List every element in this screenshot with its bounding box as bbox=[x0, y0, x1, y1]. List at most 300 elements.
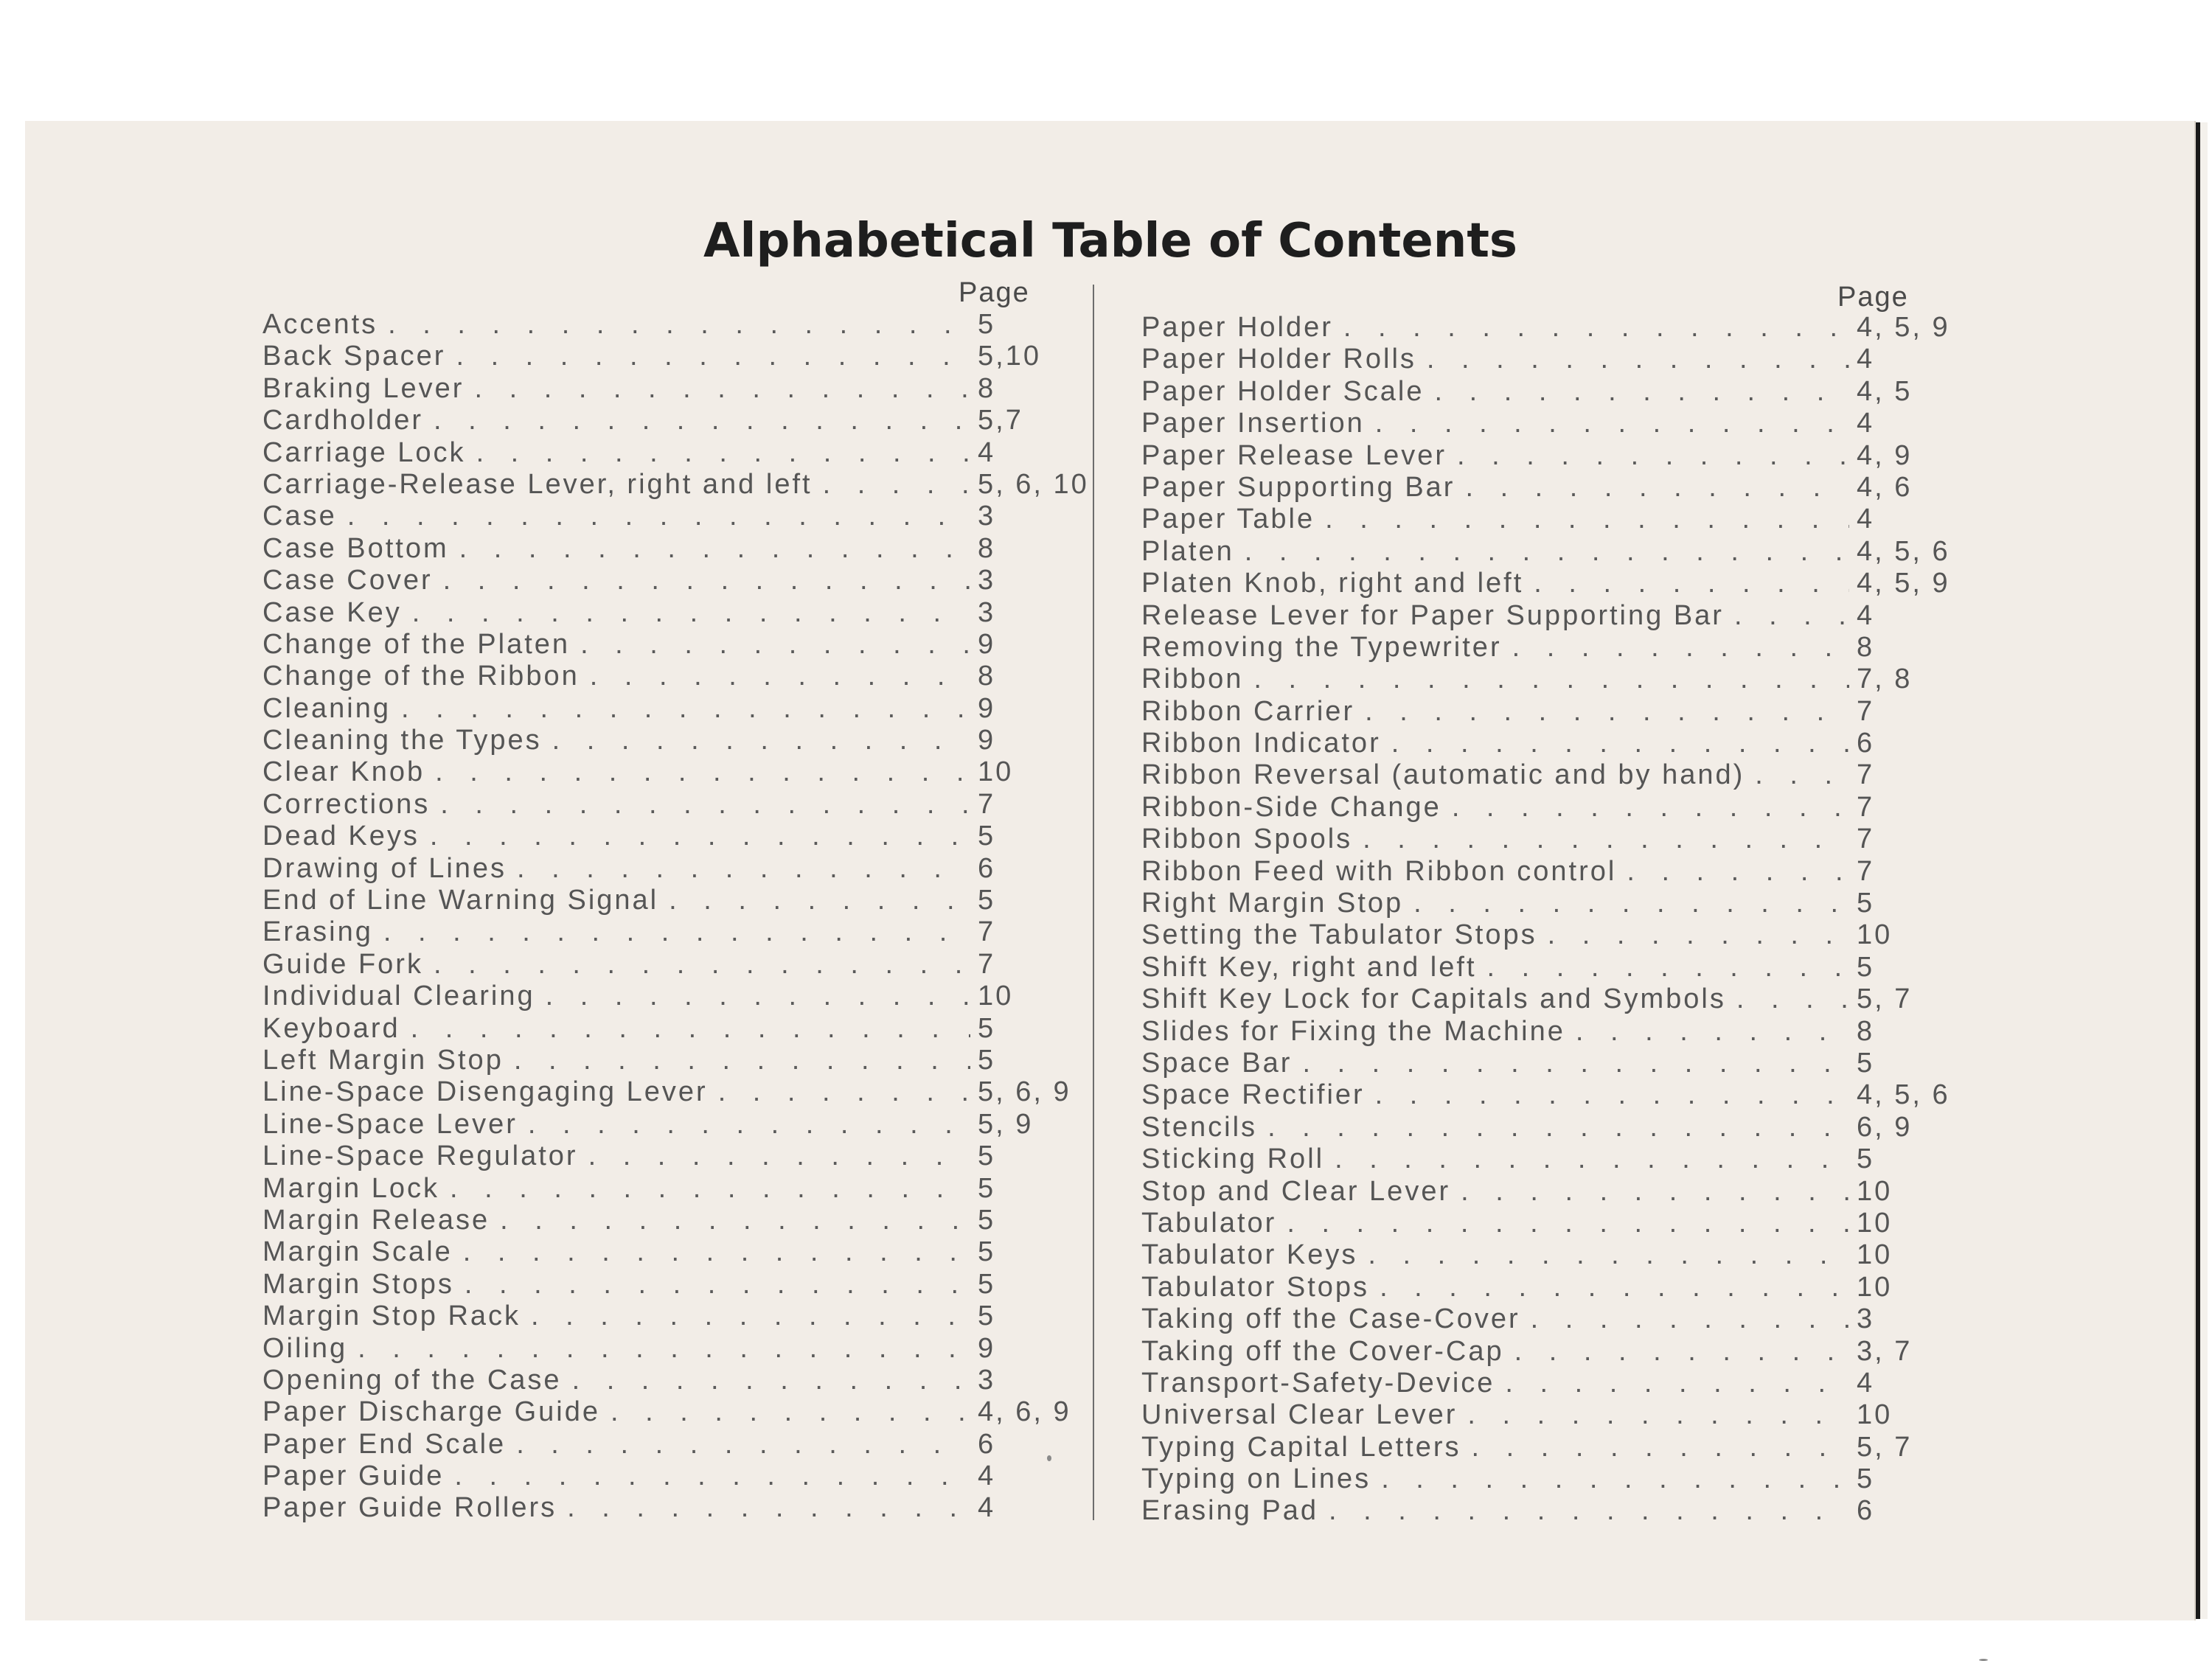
entry-name: Left Margin Stop bbox=[262, 1044, 504, 1076]
entry-name: Release Lever for Paper Supporting Bar bbox=[1141, 599, 1724, 631]
index-entry bbox=[262, 1109, 1088, 1141]
dot-leader bbox=[823, 469, 970, 501]
entry-page-number: 5, 6, 9 bbox=[978, 1076, 1071, 1108]
dot-leader bbox=[474, 373, 970, 405]
dot-leader bbox=[590, 661, 970, 692]
entry-name: Platen Knob, right and left bbox=[1141, 568, 1524, 599]
left-index-column bbox=[262, 309, 1088, 1525]
index-entry bbox=[262, 405, 1088, 436]
entry-page-number: 4, 5, 9 bbox=[1857, 568, 1950, 599]
entry-name: Change of the Platen bbox=[262, 628, 571, 660]
index-entry bbox=[1141, 632, 1967, 664]
index-entry bbox=[1141, 1272, 1967, 1303]
dot-leader bbox=[450, 1173, 970, 1205]
index-entry bbox=[1141, 504, 1967, 535]
entry-page-number: 4 bbox=[978, 1460, 996, 1492]
index-entry bbox=[1141, 983, 1967, 1015]
dot-leader bbox=[1505, 1368, 1849, 1399]
entry-name: Dead Keys bbox=[262, 821, 420, 852]
index-entry bbox=[262, 725, 1088, 756]
dot-leader bbox=[517, 853, 970, 885]
dot-leader bbox=[1548, 919, 1849, 951]
dot-leader bbox=[459, 533, 970, 565]
entry-page-number: 4, 6 bbox=[1857, 471, 1913, 503]
index-entry bbox=[1141, 1399, 1967, 1431]
entry-name: Line-Space Disengaging Lever bbox=[262, 1076, 708, 1108]
index-entry bbox=[1141, 664, 1967, 695]
entry-page-number: 5 bbox=[1857, 951, 1875, 983]
dot-leader bbox=[1325, 504, 1849, 535]
entry-page-number: 4 bbox=[1857, 599, 1875, 631]
entry-name: Tabulator Keys bbox=[1141, 1239, 1358, 1271]
entry-name: Stop and Clear Lever bbox=[1141, 1175, 1451, 1207]
index-entry bbox=[262, 533, 1088, 565]
entry-name: Case Bottom bbox=[262, 532, 449, 564]
index-entry bbox=[262, 821, 1088, 852]
index-entry bbox=[262, 1076, 1088, 1108]
entry-page-number: 4 bbox=[1857, 504, 1875, 535]
entry-page-number: 4 bbox=[978, 436, 996, 468]
index-entry bbox=[1141, 1239, 1967, 1271]
index-entry bbox=[262, 1013, 1088, 1045]
index-entry bbox=[262, 341, 1088, 372]
entry-page-number: 4, 5, 9 bbox=[1857, 312, 1950, 343]
dot-leader bbox=[454, 1460, 970, 1492]
entry-page-number: 4, 9 bbox=[1857, 439, 1913, 471]
index-entry bbox=[262, 756, 1088, 788]
entry-page-number: 5 bbox=[978, 821, 996, 852]
entry-page-number: 4, 6, 9 bbox=[978, 1396, 1071, 1428]
index-entry bbox=[1141, 1303, 1967, 1335]
index-entry bbox=[1141, 408, 1967, 439]
dot-leader bbox=[1734, 600, 1849, 632]
entry-name: Ribbon Carrier bbox=[1141, 695, 1355, 727]
entry-page-number: 4, 5, 6 bbox=[1857, 535, 1950, 567]
index-entry bbox=[262, 1396, 1088, 1428]
entry-name: Paper Guide bbox=[262, 1460, 445, 1492]
index-entry bbox=[262, 373, 1088, 405]
index-entry bbox=[1141, 759, 1967, 791]
entry-name: Back Spacer bbox=[262, 341, 446, 372]
dot-leader bbox=[1365, 696, 1849, 728]
dot-leader bbox=[1380, 1272, 1849, 1303]
entry-name: Margin Release bbox=[262, 1204, 490, 1236]
page-edge-highlight bbox=[2200, 122, 2208, 1619]
entry-name: Sticking Roll bbox=[1141, 1143, 1325, 1175]
entry-page-number: 5 bbox=[978, 1204, 996, 1236]
entry-name: Change of the Ribbon bbox=[262, 661, 580, 692]
entry-page-number: 10 bbox=[1857, 1271, 1893, 1303]
dot-leader bbox=[430, 821, 970, 852]
entry-name: Line-Space Lever bbox=[262, 1108, 518, 1140]
entry-name: Ribbon Spools bbox=[1141, 823, 1353, 855]
entry-name: Space Rectifier bbox=[1141, 1079, 1365, 1111]
dot-leader bbox=[567, 1492, 970, 1524]
entry-name: Drawing of Lines bbox=[262, 852, 507, 884]
entry-name: Paper Guide Rollers bbox=[262, 1492, 557, 1524]
index-entry bbox=[1141, 1432, 1967, 1463]
entry-page-number: 7 bbox=[1857, 855, 1875, 887]
dot-leader bbox=[358, 1333, 970, 1365]
index-entry bbox=[262, 789, 1088, 821]
dot-leader bbox=[1245, 536, 1849, 568]
entry-name: Cardholder bbox=[262, 405, 423, 436]
entry-name: Paper Supporting Bar bbox=[1141, 471, 1455, 503]
entry-page-number: 3, 7 bbox=[1857, 1335, 1913, 1367]
entry-page-number: 5, 9 bbox=[978, 1108, 1034, 1140]
entry-page-number: 5 bbox=[1857, 888, 1875, 919]
dot-leader bbox=[546, 981, 970, 1012]
entry-page-number: 5 bbox=[1857, 1143, 1875, 1175]
entry-name: Guide Fork bbox=[262, 948, 423, 980]
dot-leader bbox=[1576, 1016, 1849, 1048]
entry-page-number: 5 bbox=[978, 1141, 996, 1172]
entry-name: Carriage Lock bbox=[262, 436, 466, 468]
index-entry bbox=[1141, 1495, 1967, 1527]
index-entry bbox=[1141, 440, 1967, 472]
entry-page-number: 5, 6, 10 bbox=[978, 468, 1089, 500]
index-entry bbox=[1141, 568, 1967, 599]
entry-name: Ribbon bbox=[1141, 664, 1244, 695]
entry-page-number: 10 bbox=[1857, 1399, 1893, 1431]
entry-name: Typing Capital Letters bbox=[1141, 1431, 1461, 1463]
entry-name: Slides for Fixing the Machine bbox=[1141, 1015, 1565, 1047]
index-entry bbox=[1141, 1079, 1967, 1111]
dot-leader bbox=[1487, 952, 1850, 983]
dot-leader bbox=[1375, 1079, 1849, 1111]
dot-leader bbox=[552, 725, 970, 756]
dot-leader bbox=[440, 789, 970, 821]
dot-leader bbox=[476, 437, 970, 469]
index-entry bbox=[1141, 1368, 1967, 1399]
index-entry bbox=[1141, 1048, 1967, 1079]
index-entry bbox=[262, 1365, 1088, 1396]
entry-page-number: 3 bbox=[1857, 1303, 1875, 1335]
index-entry bbox=[1141, 792, 1967, 823]
page-title: Alphabetical Table of Contents bbox=[703, 214, 1517, 268]
dot-leader bbox=[1335, 1143, 1849, 1175]
entry-name: Typing on Lines bbox=[1141, 1463, 1371, 1495]
entry-page-number: 5 bbox=[978, 1268, 996, 1300]
index-entry bbox=[1141, 1143, 1967, 1175]
entry-name: Corrections bbox=[262, 788, 431, 820]
dot-leader bbox=[611, 1396, 970, 1428]
entry-page-number: 4 bbox=[1857, 344, 1875, 375]
index-entry bbox=[1141, 1176, 1967, 1208]
entry-name: Taking off the Case-Cover bbox=[1141, 1303, 1520, 1335]
entry-name: Accents bbox=[262, 309, 378, 340]
entry-page-number: 6 bbox=[978, 852, 996, 884]
left-page-heading: Page bbox=[959, 277, 1030, 308]
entry-page-number: 5 bbox=[978, 1044, 996, 1076]
entry-name: Paper Holder Scale bbox=[1141, 375, 1425, 407]
dot-leader bbox=[1461, 1176, 1849, 1208]
paper-speck bbox=[1047, 1455, 1051, 1461]
index-entry bbox=[1141, 472, 1967, 504]
dot-leader bbox=[1302, 1048, 1849, 1079]
dot-leader bbox=[1467, 1399, 1849, 1431]
dot-leader bbox=[412, 597, 970, 629]
entry-name: Case Cover bbox=[262, 565, 433, 596]
entry-page-number: 5, 7 bbox=[1857, 983, 1913, 1015]
dot-leader bbox=[1343, 312, 1849, 344]
right-page-heading: Page bbox=[1837, 282, 1909, 313]
entry-page-number: 7 bbox=[978, 788, 996, 820]
index-entry bbox=[262, 1045, 1088, 1076]
entry-name: Paper Discharge Guide bbox=[262, 1396, 600, 1428]
entry-name: Tabulator Stops bbox=[1141, 1271, 1370, 1303]
document-page bbox=[25, 121, 2196, 1620]
entry-page-number: 10 bbox=[1857, 1175, 1893, 1207]
entry-page-number: 9 bbox=[978, 692, 996, 724]
dot-leader bbox=[1435, 376, 1849, 408]
index-entry bbox=[1141, 344, 1967, 375]
entry-name: Paper Insertion bbox=[1141, 408, 1365, 439]
dot-leader bbox=[1627, 856, 1849, 888]
dot-leader bbox=[1413, 888, 1849, 919]
entry-page-number: 9 bbox=[978, 725, 996, 756]
dot-leader bbox=[1427, 344, 1849, 375]
entry-page-number: 8 bbox=[978, 372, 996, 404]
dot-leader bbox=[1514, 1336, 1849, 1368]
entry-page-number: 5 bbox=[978, 1172, 996, 1204]
entry-name: Paper Holder bbox=[1141, 312, 1333, 343]
index-entry bbox=[262, 981, 1088, 1012]
entry-name: Ribbon-Side Change bbox=[1141, 791, 1441, 823]
entry-name: Paper End Scale bbox=[262, 1428, 507, 1460]
entry-name: Taking off the Cover-Cap bbox=[1141, 1335, 1504, 1367]
entry-name: Shift Key, right and left bbox=[1141, 951, 1477, 983]
entry-page-number: 3 bbox=[978, 596, 996, 628]
right-index-column bbox=[1141, 312, 1967, 1528]
index-entry bbox=[262, 1429, 1088, 1460]
index-entry bbox=[262, 469, 1088, 501]
entry-name: Paper Table bbox=[1141, 504, 1315, 535]
index-entry bbox=[262, 1141, 1088, 1172]
index-entry bbox=[262, 1460, 1088, 1492]
index-entry bbox=[262, 1173, 1088, 1205]
entry-page-number: 7 bbox=[1857, 823, 1875, 855]
entry-name: Stencils bbox=[1141, 1111, 1258, 1143]
dot-leader bbox=[516, 1429, 970, 1460]
entry-name: Margin Lock bbox=[262, 1172, 439, 1204]
dot-leader bbox=[1363, 823, 1849, 855]
index-entry bbox=[262, 1205, 1088, 1236]
entry-page-number: 4, 5 bbox=[1857, 375, 1913, 407]
index-entry bbox=[262, 1269, 1088, 1300]
dot-leader bbox=[669, 885, 970, 916]
entry-page-number: 8 bbox=[1857, 1015, 1875, 1047]
dot-leader bbox=[531, 1300, 970, 1332]
index-entry bbox=[1141, 1336, 1967, 1368]
dot-leader bbox=[456, 341, 970, 372]
index-entry bbox=[1141, 919, 1967, 951]
dot-leader bbox=[528, 1109, 970, 1141]
entry-page-number: 5 bbox=[978, 1300, 996, 1332]
entry-name: Erasing bbox=[262, 916, 373, 948]
index-entry bbox=[1141, 728, 1967, 759]
entry-page-number: 5, 7 bbox=[1857, 1431, 1913, 1463]
entry-page-number: 6 bbox=[978, 1428, 996, 1460]
entry-name: Removing the Typewriter bbox=[1141, 631, 1502, 663]
index-entry bbox=[1141, 1112, 1967, 1143]
dot-leader bbox=[383, 916, 970, 948]
entry-page-number: 9 bbox=[978, 1332, 996, 1364]
index-entry bbox=[262, 1300, 1088, 1332]
index-entry bbox=[1141, 696, 1967, 728]
entry-page-number: 6 bbox=[1857, 1495, 1875, 1527]
entry-page-number: 7 bbox=[1857, 791, 1875, 823]
index-entry bbox=[1141, 856, 1967, 888]
entry-name: Braking Lever bbox=[262, 372, 465, 404]
entry-page-number: 4, 5, 6 bbox=[1857, 1079, 1950, 1111]
dot-leader bbox=[434, 949, 970, 981]
column-divider bbox=[1093, 285, 1094, 1520]
index-entry bbox=[1141, 888, 1967, 919]
entry-name: Case Key bbox=[262, 596, 402, 628]
entry-name: Paper Release Lever bbox=[1141, 439, 1447, 471]
index-entry bbox=[1141, 536, 1967, 568]
dot-leader bbox=[401, 693, 970, 725]
entry-name: Individual Clearing bbox=[262, 981, 535, 1012]
dot-leader bbox=[1329, 1495, 1849, 1527]
index-entry bbox=[262, 1492, 1088, 1524]
entry-page-number: 7, 8 bbox=[1857, 664, 1913, 695]
entry-page-number: 6 bbox=[1857, 728, 1875, 759]
entry-name: Ribbon Indicator bbox=[1141, 728, 1381, 759]
index-entry bbox=[262, 597, 1088, 629]
entry-name: Clear Knob bbox=[262, 756, 425, 788]
entry-page-number: 3 bbox=[978, 1364, 996, 1396]
dot-leader bbox=[1512, 632, 1849, 664]
entry-page-number: 3 bbox=[978, 565, 996, 596]
entry-name: Tabulator bbox=[1141, 1207, 1277, 1239]
entry-page-number: 8 bbox=[1857, 631, 1875, 663]
dot-leader bbox=[588, 1141, 970, 1172]
entry-name: Line-Space Regulator bbox=[262, 1141, 578, 1172]
index-entry bbox=[262, 661, 1088, 692]
entry-name: Oiling bbox=[262, 1332, 348, 1364]
entry-page-number: 10 bbox=[1857, 1207, 1893, 1239]
entry-page-number: 10 bbox=[978, 981, 1014, 1012]
index-entry bbox=[1141, 600, 1967, 632]
entry-page-number: 9 bbox=[978, 628, 996, 660]
entry-page-number: 4 bbox=[1857, 408, 1875, 439]
dot-leader bbox=[1755, 759, 1849, 791]
entry-name: Margin Stop Rack bbox=[262, 1300, 521, 1332]
entry-name: Opening of the Case bbox=[262, 1364, 562, 1396]
dot-leader bbox=[1253, 664, 1849, 695]
dot-leader bbox=[463, 1236, 970, 1268]
entry-name: Setting the Tabulator Stops bbox=[1141, 919, 1537, 951]
entry-name: Space Bar bbox=[1141, 1047, 1293, 1079]
entry-page-number: 5,7 bbox=[978, 405, 1023, 436]
dot-leader bbox=[411, 1013, 970, 1045]
entry-page-number: 7 bbox=[1857, 759, 1875, 791]
entry-name: Erasing Pad bbox=[1141, 1495, 1319, 1527]
dot-leader bbox=[1267, 1112, 1849, 1143]
index-entry bbox=[1141, 823, 1967, 855]
dot-leader bbox=[1457, 440, 1849, 472]
entry-name: Right Margin Stop bbox=[1141, 888, 1404, 919]
index-entry bbox=[262, 501, 1088, 532]
dot-leader bbox=[718, 1076, 970, 1108]
entry-name: Ribbon Reversal (automatic and by hand) bbox=[1141, 759, 1745, 791]
entry-name: Keyboard bbox=[262, 1012, 400, 1044]
index-entry bbox=[262, 949, 1088, 981]
entry-page-number: 3 bbox=[978, 501, 996, 532]
entry-name: Margin Scale bbox=[262, 1236, 453, 1268]
dot-leader bbox=[1368, 1239, 1849, 1271]
entry-page-number: 10 bbox=[1857, 919, 1893, 951]
dot-leader bbox=[1736, 983, 1849, 1015]
dot-leader bbox=[1531, 1303, 1849, 1335]
entry-name: End of Line Warning Signal bbox=[262, 885, 659, 916]
entry-page-number: 5 bbox=[978, 885, 996, 916]
dot-leader bbox=[1452, 792, 1849, 823]
entry-name: Case bbox=[262, 501, 337, 532]
entry-name: Platen bbox=[1141, 535, 1234, 567]
index-entry bbox=[1141, 1016, 1967, 1048]
entry-name: Universal Clear Lever bbox=[1141, 1399, 1458, 1431]
index-entry bbox=[1141, 1208, 1967, 1239]
entry-name: Ribbon Feed with Ribbon control bbox=[1141, 855, 1617, 887]
entry-page-number: 7 bbox=[978, 948, 996, 980]
dot-leader bbox=[1472, 1432, 1849, 1463]
dot-leader bbox=[1375, 408, 1849, 439]
index-entry bbox=[262, 1333, 1088, 1365]
entry-page-number: 4 bbox=[978, 1492, 996, 1524]
dot-leader bbox=[1534, 568, 1849, 599]
dot-leader bbox=[443, 565, 970, 596]
index-entry bbox=[1141, 952, 1967, 983]
entry-name: Cleaning the Types bbox=[262, 725, 542, 756]
dot-leader bbox=[347, 501, 970, 532]
dot-leader bbox=[572, 1365, 970, 1396]
index-entry bbox=[262, 916, 1088, 948]
dot-leader bbox=[434, 405, 970, 436]
entry-page-number: 10 bbox=[1857, 1239, 1893, 1271]
dot-leader bbox=[514, 1045, 970, 1076]
dot-leader bbox=[500, 1205, 970, 1236]
entry-name: Transport-Safety-Device bbox=[1141, 1367, 1495, 1399]
entry-page-number: 5 bbox=[978, 1012, 996, 1044]
dot-leader bbox=[1287, 1208, 1849, 1239]
dot-leader bbox=[1465, 472, 1849, 504]
dot-leader bbox=[580, 629, 970, 661]
index-entry bbox=[262, 629, 1088, 661]
entry-page-number: 5 bbox=[978, 1236, 996, 1268]
entry-page-number: 7 bbox=[978, 916, 996, 948]
index-entry bbox=[262, 885, 1088, 916]
entry-page-number: 10 bbox=[978, 756, 1014, 788]
entry-page-number: 6, 9 bbox=[1857, 1111, 1913, 1143]
index-entry bbox=[262, 565, 1088, 596]
entry-name: Paper Holder Rolls bbox=[1141, 344, 1416, 375]
index-entry bbox=[262, 693, 1088, 725]
entry-page-number: 7 bbox=[1857, 695, 1875, 727]
entry-page-number: 5 bbox=[1857, 1463, 1875, 1495]
entry-page-number: 4 bbox=[1857, 1367, 1875, 1399]
entry-page-number: 5 bbox=[1857, 1047, 1875, 1079]
index-entry bbox=[262, 1236, 1088, 1268]
index-entry bbox=[262, 309, 1088, 341]
dot-leader bbox=[1391, 728, 1849, 759]
entry-name: Cleaning bbox=[262, 692, 391, 724]
index-entry bbox=[262, 853, 1088, 885]
index-entry bbox=[1141, 376, 1967, 408]
dot-leader bbox=[388, 309, 970, 341]
